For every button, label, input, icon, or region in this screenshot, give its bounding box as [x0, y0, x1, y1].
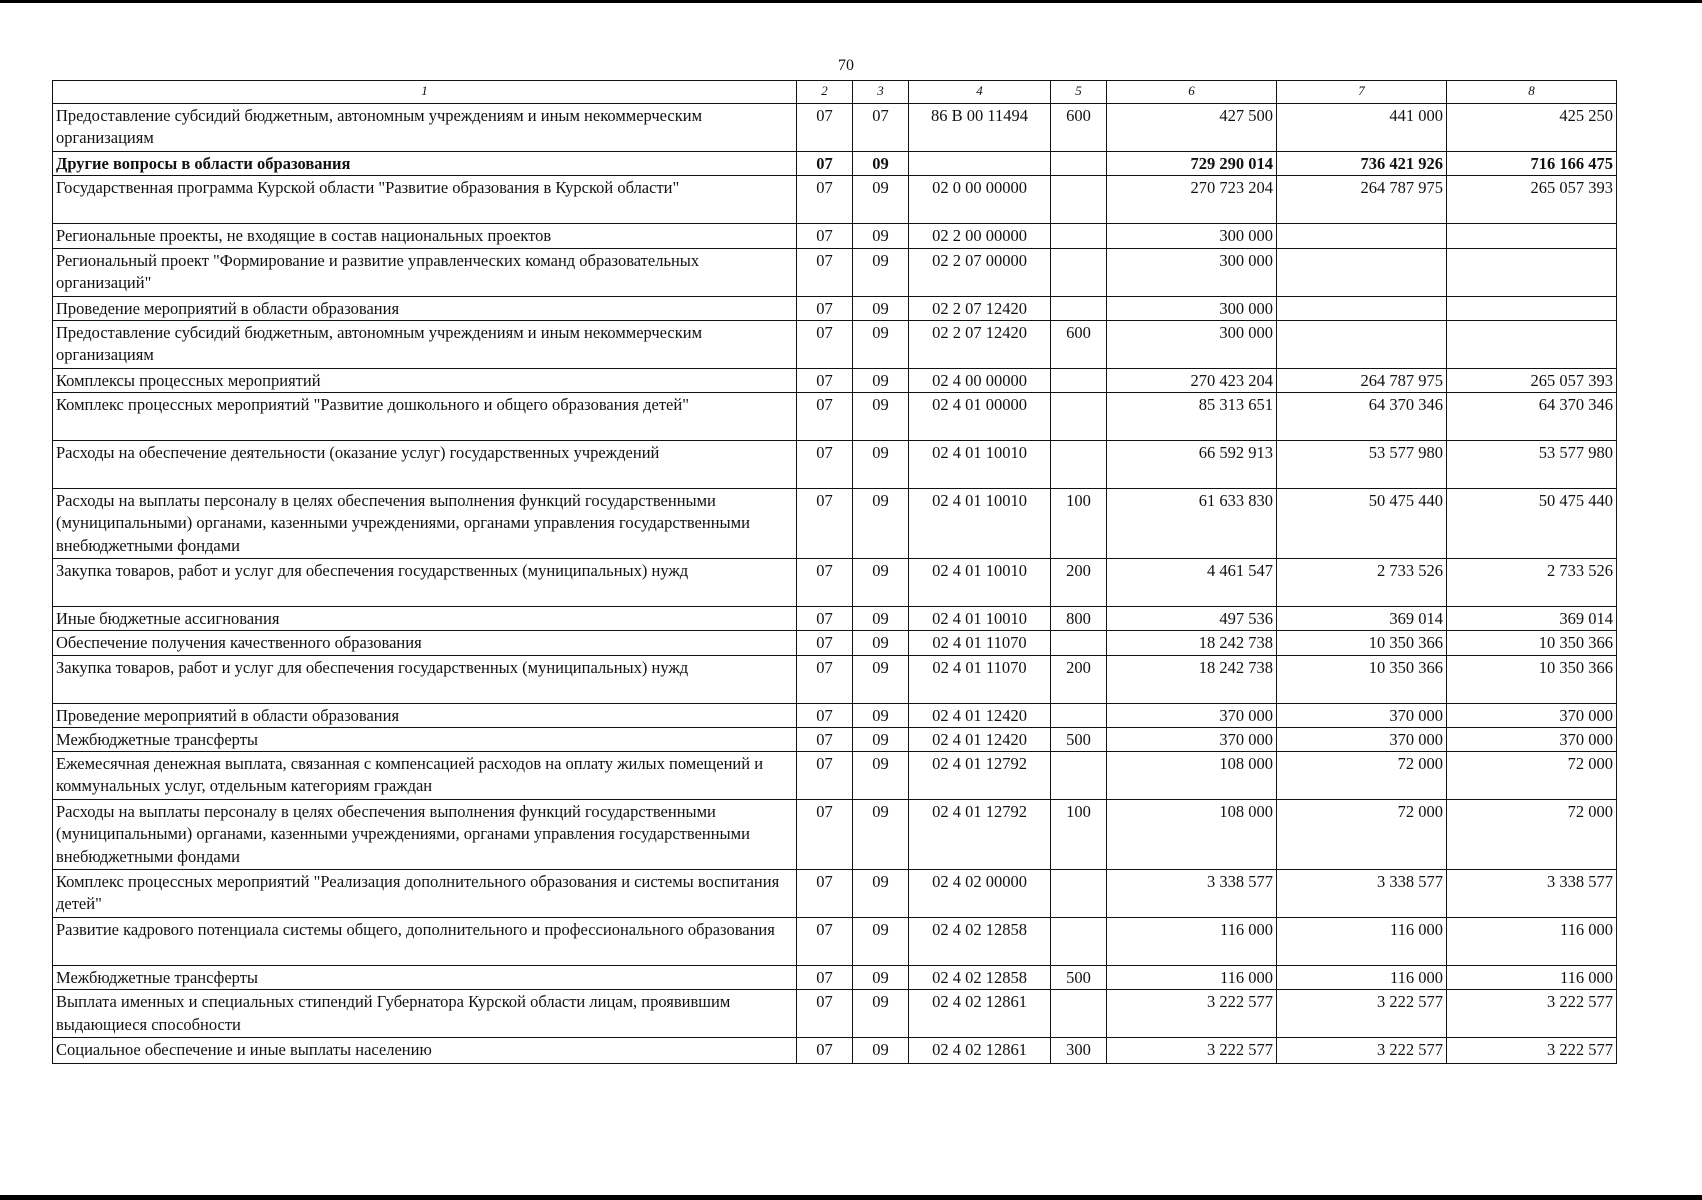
subsection-cell: 07 — [853, 104, 909, 152]
target-code-cell: 02 4 02 00000 — [909, 870, 1051, 918]
expense-type-cell — [1051, 441, 1107, 489]
amount-year2-cell: 50 475 440 — [1277, 489, 1447, 559]
expense-type-cell: 100 — [1051, 800, 1107, 870]
table-row — [53, 727, 1617, 751]
table-row — [53, 966, 1617, 990]
column-numbers-row — [53, 81, 1617, 104]
target-code-cell: 02 4 02 12861 — [909, 990, 1051, 1038]
expense-type-cell: 500 — [1051, 727, 1107, 751]
amount-year3-cell — [1447, 224, 1617, 248]
table-row — [53, 393, 1617, 441]
amount-year3-cell: 64 370 346 — [1447, 393, 1617, 441]
amount-year3-cell: 370 000 — [1447, 727, 1617, 751]
subsection-cell: 09 — [853, 489, 909, 559]
section-cell: 07 — [797, 224, 853, 248]
row-name-cell: Межбюджетные трансферты — [53, 727, 797, 751]
row-name-cell: Закупка товаров, работ и услуг для обеспечения государственных (муниципальных) нужд — [53, 655, 797, 703]
amount-year2-cell — [1277, 248, 1447, 296]
section-cell: 07 — [797, 727, 853, 751]
target-code-cell: 02 4 01 12420 — [909, 727, 1051, 751]
section-cell: 07 — [797, 870, 853, 918]
amount-year2-cell: 72 000 — [1277, 800, 1447, 870]
amount-year3-cell: 72 000 — [1447, 752, 1617, 800]
row-name-cell: Проведение мероприятий в области образования — [53, 703, 797, 727]
amount-year1-cell: 108 000 — [1107, 752, 1277, 800]
expense-type-cell — [1051, 918, 1107, 966]
section-cell: 07 — [797, 752, 853, 800]
amount-year2-cell: 370 000 — [1277, 727, 1447, 751]
amount-year2-cell: 3 222 577 — [1277, 990, 1447, 1038]
row-name-cell: Региональный проект "Формирование и развитие управленческих команд образовательных организаций" — [53, 248, 797, 296]
expense-type-cell — [1051, 870, 1107, 918]
amount-year2-cell: 53 577 980 — [1277, 441, 1447, 489]
section-cell: 07 — [797, 441, 853, 489]
amount-year3-cell: 10 350 366 — [1447, 655, 1617, 703]
amount-year2-cell: 3 222 577 — [1277, 1038, 1447, 1064]
expense-type-cell — [1051, 224, 1107, 248]
amount-year3-cell: 3 222 577 — [1447, 1038, 1617, 1064]
expense-type-cell: 500 — [1051, 966, 1107, 990]
target-code-cell: 02 4 01 00000 — [909, 393, 1051, 441]
expense-type-cell — [1051, 248, 1107, 296]
section-cell: 07 — [797, 631, 853, 655]
amount-year2-cell: 3 338 577 — [1277, 870, 1447, 918]
target-code-cell: 86 В 00 11494 — [909, 104, 1051, 152]
amount-year3-cell: 3 222 577 — [1447, 990, 1617, 1038]
section-cell: 07 — [797, 152, 853, 176]
amount-year3-cell: 370 000 — [1447, 703, 1617, 727]
target-code-cell: 02 2 00 00000 — [909, 224, 1051, 248]
amount-year3-cell: 265 057 393 — [1447, 176, 1617, 224]
amount-year2-cell: 10 350 366 — [1277, 655, 1447, 703]
amount-year1-cell: 3 222 577 — [1107, 1038, 1277, 1064]
amount-year1-cell: 3 222 577 — [1107, 990, 1277, 1038]
budget-table — [52, 80, 1617, 1064]
section-cell: 07 — [797, 176, 853, 224]
expense-type-cell — [1051, 990, 1107, 1038]
table-row — [53, 248, 1617, 296]
target-code-cell: 02 4 01 10010 — [909, 607, 1051, 631]
amount-year1-cell: 18 242 738 — [1107, 631, 1277, 655]
expense-type-cell: 100 — [1051, 489, 1107, 559]
amount-year2-cell: 369 014 — [1277, 607, 1447, 631]
expense-type-cell — [1051, 296, 1107, 320]
target-code-cell: 02 4 01 11070 — [909, 631, 1051, 655]
section-cell: 07 — [797, 1038, 853, 1064]
expense-type-cell: 200 — [1051, 655, 1107, 703]
target-code-cell: 02 4 01 10010 — [909, 441, 1051, 489]
subsection-cell: 09 — [853, 727, 909, 751]
subsection-cell: 09 — [853, 607, 909, 631]
amount-year2-cell — [1277, 320, 1447, 368]
column-number: 7 — [1277, 81, 1447, 104]
target-code-cell: 02 4 01 11070 — [909, 655, 1051, 703]
target-code-cell: 02 4 01 12792 — [909, 800, 1051, 870]
subsection-cell: 09 — [853, 990, 909, 1038]
section-cell: 07 — [797, 104, 853, 152]
amount-year2-cell: 64 370 346 — [1277, 393, 1447, 441]
expense-type-cell: 200 — [1051, 559, 1107, 607]
target-code-cell: 02 2 07 00000 — [909, 248, 1051, 296]
amount-year2-cell: 736 421 926 — [1277, 152, 1447, 176]
amount-year1-cell: 427 500 — [1107, 104, 1277, 152]
target-code-cell — [909, 152, 1051, 176]
amount-year3-cell: 72 000 — [1447, 800, 1617, 870]
amount-year1-cell: 497 536 — [1107, 607, 1277, 631]
expense-type-cell — [1051, 393, 1107, 441]
row-name-cell: Закупка товаров, работ и услуг для обеспечения государственных (муниципальных) нужд — [53, 559, 797, 607]
row-name-cell: Государственная программа Курской области "Развитие образования в Курской области" — [53, 176, 797, 224]
expense-type-cell — [1051, 703, 1107, 727]
table-row — [53, 559, 1617, 607]
page-bottom-border — [0, 1195, 1702, 1200]
amount-year2-cell: 10 350 366 — [1277, 631, 1447, 655]
amount-year3-cell: 3 338 577 — [1447, 870, 1617, 918]
row-name-cell: Другие вопросы в области образования — [53, 152, 797, 176]
amount-year3-cell: 116 000 — [1447, 918, 1617, 966]
amount-year3-cell: 116 000 — [1447, 966, 1617, 990]
amount-year1-cell: 66 592 913 — [1107, 441, 1277, 489]
column-number: 5 — [1051, 81, 1107, 104]
subsection-cell: 09 — [853, 800, 909, 870]
section-cell: 07 — [797, 918, 853, 966]
table-row — [53, 655, 1617, 703]
subsection-cell: 09 — [853, 320, 909, 368]
target-code-cell: 02 0 00 00000 — [909, 176, 1051, 224]
column-number: 1 — [53, 81, 797, 104]
page-top-border — [0, 0, 1702, 3]
amount-year3-cell: 716 166 475 — [1447, 152, 1617, 176]
subsection-cell: 09 — [853, 1038, 909, 1064]
table-row — [53, 176, 1617, 224]
row-name-cell: Обеспечение получения качественного образования — [53, 631, 797, 655]
amount-year1-cell: 300 000 — [1107, 248, 1277, 296]
subsection-cell: 09 — [853, 655, 909, 703]
amount-year1-cell: 370 000 — [1107, 703, 1277, 727]
section-cell: 07 — [797, 559, 853, 607]
table-row — [53, 990, 1617, 1038]
row-name-cell: Выплата именных и специальных стипендий Губернатора Курской области лицам, проявившим выдающиеся способности — [53, 990, 797, 1038]
amount-year3-cell: 425 250 — [1447, 104, 1617, 152]
column-number: 4 — [909, 81, 1051, 104]
amount-year3-cell: 2 733 526 — [1447, 559, 1617, 607]
row-name-cell: Социальное обеспечение и иные выплаты населению — [53, 1038, 797, 1064]
table-body — [53, 81, 1617, 1064]
subsection-cell: 09 — [853, 152, 909, 176]
target-code-cell: 02 4 01 10010 — [909, 489, 1051, 559]
row-name-cell: Комплексы процессных мероприятий — [53, 368, 797, 392]
amount-year2-cell: 264 787 975 — [1277, 176, 1447, 224]
subsection-cell: 09 — [853, 393, 909, 441]
section-cell: 07 — [797, 393, 853, 441]
subsection-cell: 09 — [853, 368, 909, 392]
subsection-cell: 09 — [853, 248, 909, 296]
amount-year1-cell: 300 000 — [1107, 296, 1277, 320]
table-row — [53, 1038, 1617, 1064]
section-cell: 07 — [797, 489, 853, 559]
expense-type-cell — [1051, 176, 1107, 224]
section-cell: 07 — [797, 703, 853, 727]
amount-year3-cell — [1447, 320, 1617, 368]
target-code-cell: 02 2 07 12420 — [909, 296, 1051, 320]
row-name-cell: Иные бюджетные ассигнования — [53, 607, 797, 631]
amount-year1-cell: 4 461 547 — [1107, 559, 1277, 607]
table-row — [53, 441, 1617, 489]
row-name-cell: Региональные проекты, не входящие в состав национальных проектов — [53, 224, 797, 248]
row-name-cell: Предоставление субсидий бюджетным, автономным учреждениям и иным некоммерческим организациям — [53, 320, 797, 368]
table-row — [53, 607, 1617, 631]
amount-year3-cell: 369 014 — [1447, 607, 1617, 631]
column-number: 8 — [1447, 81, 1617, 104]
target-code-cell: 02 4 02 12858 — [909, 966, 1051, 990]
amount-year2-cell: 2 733 526 — [1277, 559, 1447, 607]
target-code-cell: 02 4 00 00000 — [909, 368, 1051, 392]
section-cell: 07 — [797, 368, 853, 392]
subsection-cell: 09 — [853, 870, 909, 918]
subsection-cell: 09 — [853, 631, 909, 655]
target-code-cell: 02 2 07 12420 — [909, 320, 1051, 368]
amount-year1-cell: 108 000 — [1107, 800, 1277, 870]
table-row — [53, 703, 1617, 727]
expense-type-cell — [1051, 152, 1107, 176]
row-name-cell: Предоставление субсидий бюджетным, автономным учреждениям и иным некоммерческим организациям — [53, 104, 797, 152]
amount-year3-cell: 53 577 980 — [1447, 441, 1617, 489]
amount-year1-cell: 116 000 — [1107, 966, 1277, 990]
amount-year3-cell: 10 350 366 — [1447, 631, 1617, 655]
expense-type-cell — [1051, 631, 1107, 655]
table-row — [53, 631, 1617, 655]
row-name-cell: Комплекс процессных мероприятий "Реализация дополнительного образования и системы воспитания детей" — [53, 870, 797, 918]
amount-year1-cell: 729 290 014 — [1107, 152, 1277, 176]
amount-year3-cell — [1447, 296, 1617, 320]
subsection-cell: 09 — [853, 966, 909, 990]
amount-year2-cell: 116 000 — [1277, 918, 1447, 966]
amount-year1-cell: 61 633 830 — [1107, 489, 1277, 559]
table-row — [53, 320, 1617, 368]
expense-type-cell: 300 — [1051, 1038, 1107, 1064]
section-cell: 07 — [797, 607, 853, 631]
row-name-cell: Межбюджетные трансферты — [53, 966, 797, 990]
row-name-cell: Расходы на обеспечение деятельности (оказание услуг) государственных учреждений — [53, 441, 797, 489]
row-name-cell: Расходы на выплаты персоналу в целях обеспечения выполнения функций государственными (муниципальными) органами, казенными учреждениями, органами управления государственными внебюджетными фондами — [53, 800, 797, 870]
amount-year2-cell — [1277, 224, 1447, 248]
subsection-cell: 09 — [853, 176, 909, 224]
table-row — [53, 918, 1617, 966]
amount-year1-cell: 116 000 — [1107, 918, 1277, 966]
amount-year2-cell: 264 787 975 — [1277, 368, 1447, 392]
target-code-cell: 02 4 02 12861 — [909, 1038, 1051, 1064]
amount-year1-cell: 300 000 — [1107, 224, 1277, 248]
table-row — [53, 489, 1617, 559]
row-name-cell: Развитие кадрового потенциала системы общего, дополнительного и профессионального образования — [53, 918, 797, 966]
column-number: 2 — [797, 81, 853, 104]
target-code-cell: 02 4 02 12858 — [909, 918, 1051, 966]
expense-type-cell: 600 — [1051, 104, 1107, 152]
table-row — [53, 104, 1617, 152]
amount-year1-cell: 85 313 651 — [1107, 393, 1277, 441]
table-row — [53, 224, 1617, 248]
amount-year1-cell: 18 242 738 — [1107, 655, 1277, 703]
target-code-cell: 02 4 01 12792 — [909, 752, 1051, 800]
expense-type-cell — [1051, 368, 1107, 392]
subsection-cell: 09 — [853, 752, 909, 800]
column-number: 3 — [853, 81, 909, 104]
amount-year2-cell: 441 000 — [1277, 104, 1447, 152]
amount-year1-cell: 270 723 204 — [1107, 176, 1277, 224]
column-number: 6 — [1107, 81, 1277, 104]
expense-type-cell: 600 — [1051, 320, 1107, 368]
row-name-cell: Проведение мероприятий в области образования — [53, 296, 797, 320]
subsection-cell: 09 — [853, 224, 909, 248]
amount-year3-cell — [1447, 248, 1617, 296]
section-cell: 07 — [797, 320, 853, 368]
amount-year1-cell: 300 000 — [1107, 320, 1277, 368]
subsection-cell: 09 — [853, 296, 909, 320]
expense-type-cell — [1051, 752, 1107, 800]
table-row — [53, 368, 1617, 392]
amount-year1-cell: 3 338 577 — [1107, 870, 1277, 918]
section-cell: 07 — [797, 655, 853, 703]
expense-type-cell: 800 — [1051, 607, 1107, 631]
amount-year3-cell: 265 057 393 — [1447, 368, 1617, 392]
section-cell: 07 — [797, 966, 853, 990]
table-row — [53, 870, 1617, 918]
subsection-cell: 09 — [853, 918, 909, 966]
row-name-cell: Ежемесячная денежная выплата, связанная с компенсацией расходов на оплату жилых помещений и коммунальных услуг, отдельным категориям граждан — [53, 752, 797, 800]
amount-year2-cell — [1277, 296, 1447, 320]
table-row — [53, 296, 1617, 320]
table-row — [53, 800, 1617, 870]
subsection-cell: 09 — [853, 441, 909, 489]
amount-year2-cell: 116 000 — [1277, 966, 1447, 990]
amount-year3-cell: 50 475 440 — [1447, 489, 1617, 559]
row-name-cell: Расходы на выплаты персоналу в целях обеспечения выполнения функций государственными (муниципальными) органами, казенными учреждениями, органами управления государственными внебюджетными фондами — [53, 489, 797, 559]
subsection-cell: 09 — [853, 559, 909, 607]
row-name-cell: Комплекс процессных мероприятий "Развитие дошкольного и общего образования детей" — [53, 393, 797, 441]
section-cell: 07 — [797, 296, 853, 320]
target-code-cell: 02 4 01 10010 — [909, 559, 1051, 607]
amount-year1-cell: 270 423 204 — [1107, 368, 1277, 392]
section-cell: 07 — [797, 990, 853, 1038]
section-cell: 07 — [797, 800, 853, 870]
table-row — [53, 152, 1617, 176]
amount-year1-cell: 370 000 — [1107, 727, 1277, 751]
page-number: 70 — [838, 57, 854, 74]
amount-year2-cell: 72 000 — [1277, 752, 1447, 800]
subsection-cell: 09 — [853, 703, 909, 727]
amount-year2-cell: 370 000 — [1277, 703, 1447, 727]
table-row — [53, 752, 1617, 800]
target-code-cell: 02 4 01 12420 — [909, 703, 1051, 727]
section-cell: 07 — [797, 248, 853, 296]
